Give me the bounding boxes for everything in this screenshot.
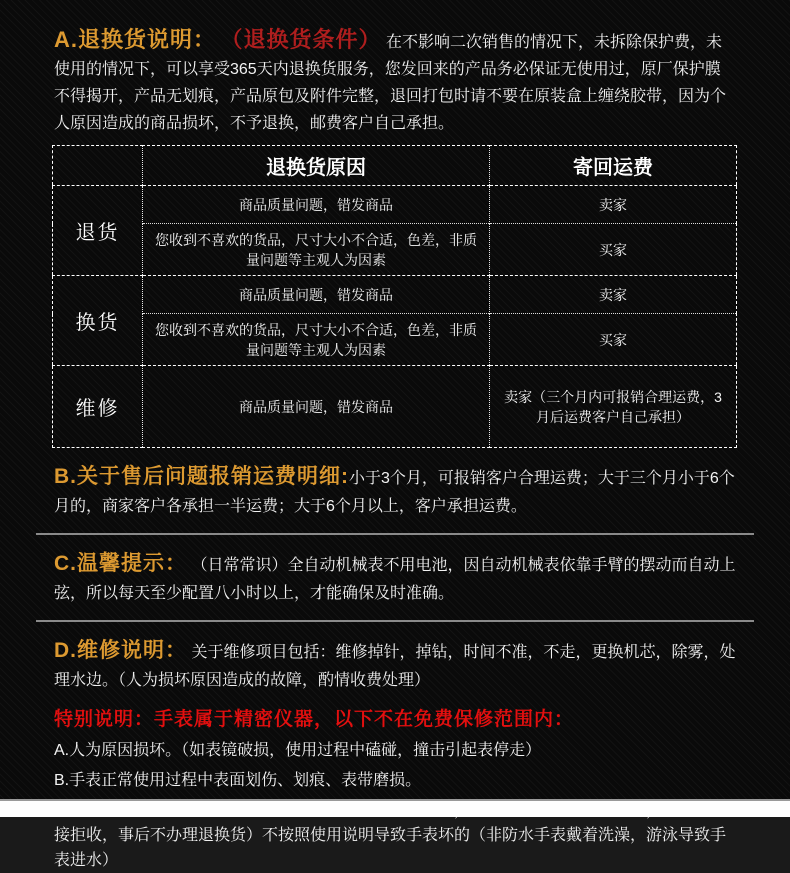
section-a-condition-label: （退换货条件） <box>220 27 382 52</box>
section-a-body-text: 在不影响二次销售的情况下，未拆除保护费，未使用的情况下，可以享受365天内退换货服务，您发回来的产品务必保证无使用过，原厂保护膜不得揭开，产品无划痕，产品原包及附件完整，退回打包时请不要在原装盒上缠绕胶带，因为个人原因造成的商品损坏，不予退换，邮费客户自己承担。 <box>54 34 727 132</box>
cell-payer: 卖家 <box>490 186 737 224</box>
section-c-heading: C.温馨提示： <box>54 552 187 575</box>
return-policy-table <box>52 145 737 448</box>
table-header-corner <box>53 146 143 186</box>
special-note-heading: 特别说明：手表属于精密仪器，以下不在免费保修范围内： <box>54 709 575 730</box>
section-b-heading: B.关于售后问题报销运费明细: <box>54 465 349 488</box>
group-label-exchange: 换货 <box>53 276 143 366</box>
cell-reason: 商品质量问题，错发商品 <box>143 366 490 448</box>
cell-payer: 卖家（三个月内可报销合理运费，3月后运费客户自己承担） <box>490 366 737 448</box>
cell-reason: 商品质量问题，错发商品 <box>143 276 490 314</box>
section-divider <box>36 533 754 535</box>
section-d-body-text: 关于维修项目包括：维修掉针，掉钻，时间不准，不走，更换机芯，除雾，处理水边。（人为损坏原因造成的故障，酌情收费处理） <box>54 644 736 689</box>
special-note-item-c: 接拒收，事后不办理退换货）不按照使用说明导致手表坏的（非防水手表戴着洗澡，游泳导致手表进水） <box>54 827 727 869</box>
cell-reason: 您收到不喜欢的货品，尺寸大小不合适，色差，非质量问题等主观人为因素 <box>143 224 490 276</box>
group-label-return: 退货 <box>53 186 143 276</box>
cell-payer: 买家 <box>490 224 737 276</box>
table-header-row <box>53 146 737 186</box>
group-label-repair: 维修 <box>53 366 143 448</box>
table-header-shipping: 寄回运费 <box>490 146 737 186</box>
table-row-exchange-1 <box>53 276 737 314</box>
table-row-return-1 <box>53 186 737 224</box>
table-header-reason: 退换货原因 <box>143 146 490 186</box>
section-divider <box>36 620 754 622</box>
section-d-paragraph <box>54 637 736 695</box>
cell-reason: 您收到不喜欢的货品，尺寸大小不合适，色差，非质量问题等主观人为因素 <box>143 314 490 366</box>
section-d-heading: D.维修说明： <box>54 639 187 662</box>
table-row-return-2 <box>53 224 737 276</box>
cell-payer: 卖家 <box>490 276 737 314</box>
section-b-paragraph <box>54 463 736 521</box>
section-c-paragraph <box>54 550 736 608</box>
section-a-paragraph <box>54 26 736 137</box>
special-note-item-a: A.人为原因损坏。（如表镜破损，使用过程中磕碰，撞击引起表停走） <box>54 742 542 759</box>
table-row-repair <box>53 366 737 448</box>
section-c-body-text: （日常常识）全自动机械表不用电池，因自动机械表依靠手臂的摆动而自动上弦，所以每天至少配置八小时以上，才能确保及时准确。 <box>54 557 736 602</box>
section-b-body-text: 小于3个月，可报销客户合理运费；大于三个月小于6个月的，商家客户各承担一半运费；大于6个月以上，客户承担运费。 <box>54 470 735 515</box>
cell-reason: 商品质量问题，错发商品 <box>143 186 490 224</box>
cell-payer: 买家 <box>490 314 737 366</box>
section-a-heading: A.退换货说明： <box>54 27 217 52</box>
special-note-item-b: B.手表正常使用过程中表面划伤、划痕、表带磨损。 <box>54 772 422 789</box>
bottom-white-strip <box>0 799 790 817</box>
table-row-exchange-2 <box>53 314 737 366</box>
